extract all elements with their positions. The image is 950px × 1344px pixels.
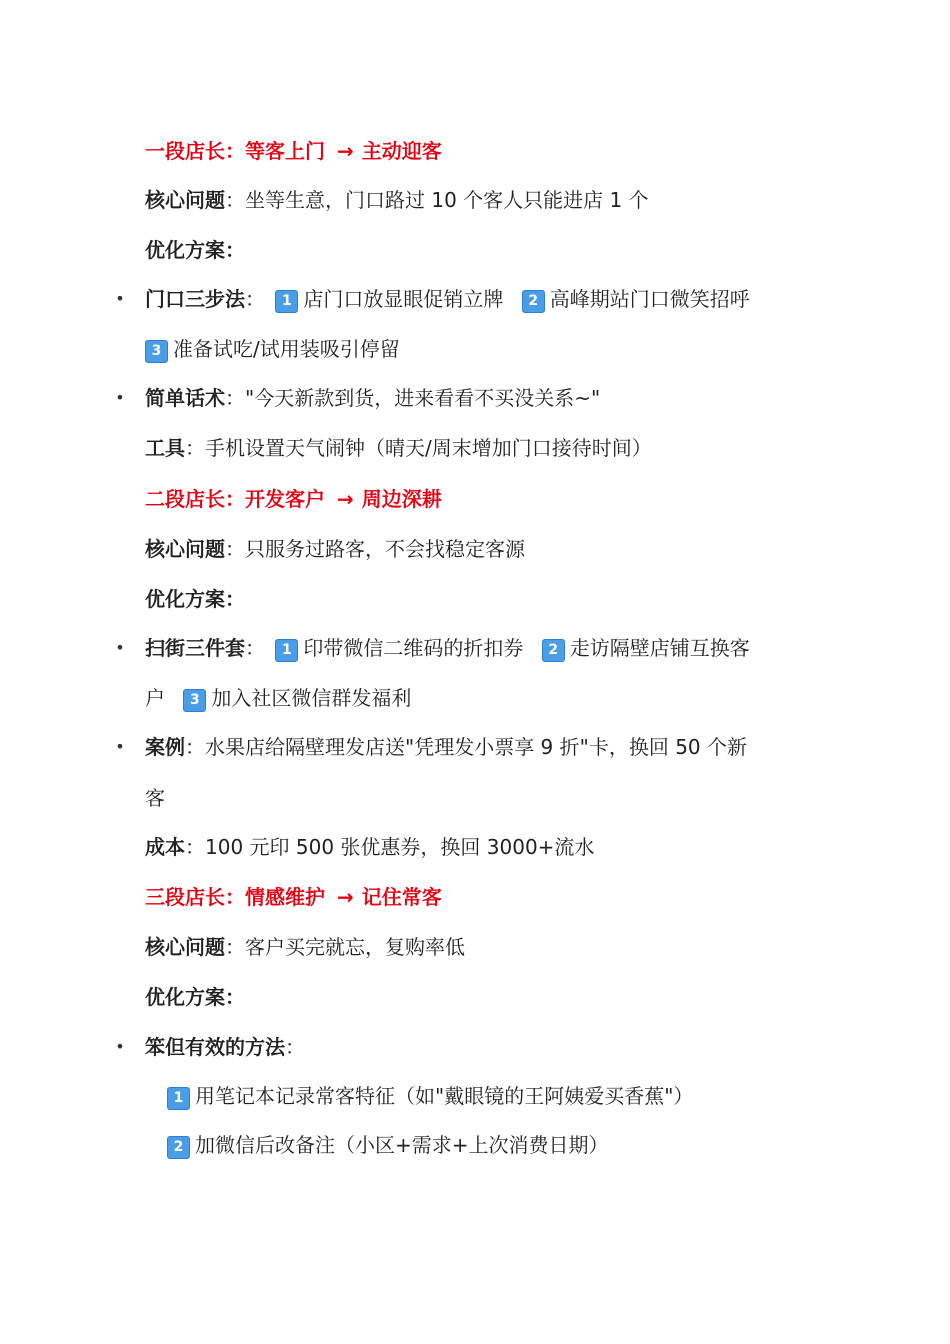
- heading-part-a: 三段店长：情感维护: [145, 885, 325, 909]
- arrow-icon: →: [337, 139, 354, 163]
- problem-text: 只服务过路客，不会找稳定客源: [245, 537, 525, 561]
- bullet-item-continued: [145, 683, 830, 713]
- bullet-item: • 案例：水果店给隔壁理发店送"凭理发小票享 9 折"卡，换回 50 个新: [145, 732, 830, 762]
- heading-part-b: 主动迎客: [361, 139, 442, 163]
- arrow-icon: →: [337, 487, 354, 511]
- heading-part-a: 一段店长：等客上门: [145, 139, 325, 163]
- core-problem-1: 核心问题：坐等生意，门口路过 10 个客人只能进店 1 个: [145, 188, 649, 212]
- sub-step-1: [167, 1081, 830, 1111]
- heading-part-a: 二段店长：开发客户: [145, 487, 325, 511]
- bullet-icon: •: [115, 388, 125, 407]
- number-1-icon: 1: [275, 639, 298, 662]
- number-3-icon: 3: [183, 689, 206, 712]
- bullet-item: • 笨但有效的方法：: [145, 1032, 830, 1062]
- cost-line: 成本：100 元印 500 张优惠券，换回 3000+流水: [145, 835, 595, 859]
- tool-line: 工具：手机设置天气闹钟（晴天/周末增加门口接待时间）: [145, 436, 652, 460]
- section-heading-1: [145, 136, 830, 166]
- label: 核心问题: [145, 537, 225, 561]
- label: 核心问题: [145, 188, 225, 212]
- cost-text: 100 元印 500 张优惠券，换回 3000+流水: [205, 835, 595, 859]
- step-text: 店门口放显眼促销立牌: [303, 287, 504, 311]
- label: 核心问题: [145, 935, 225, 959]
- step-text: 走访隔壁店铺互换客: [569, 636, 750, 660]
- arrow-icon: →: [337, 885, 354, 909]
- problem-text: 客户买完就忘，复购率低: [245, 935, 465, 959]
- number-2-icon: 2: [167, 1136, 190, 1159]
- label: 扫街三件套: [145, 636, 245, 660]
- solution-label-3: 优化方案：: [145, 985, 245, 1009]
- step-text: 印带微信二维码的折扣券: [303, 636, 524, 660]
- case-text: 水果店给隔壁理发店送"凭理发小票享 9 折"卡，换回 50 个新: [205, 735, 748, 759]
- step-text: 高峰期站门口微笑招呼: [549, 287, 750, 311]
- number-3-icon: 3: [145, 340, 168, 363]
- core-problem-2: 核心问题：只服务过路客，不会找稳定客源: [145, 537, 525, 561]
- step-text: 用笔记本记录常客特征（如"戴眼镜的王阿姨爱买香蕉"）: [195, 1084, 694, 1108]
- step-text: 加入社区微信群发福利: [211, 686, 412, 710]
- label: 笨但有效的方法: [145, 1035, 285, 1059]
- step-text: 加微信后改备注（小区+需求+上次消费日期）: [195, 1133, 609, 1157]
- step-text: 准备试吃/试用装吸引停留: [173, 337, 400, 361]
- bullet-item: • 简单话术："今天新款到货，进来看看不买没关系~": [145, 383, 830, 413]
- solution-label-2: 优化方案：: [145, 587, 245, 611]
- section-heading-3: [145, 882, 830, 912]
- label: 简单话术: [145, 386, 225, 410]
- label: 门口三步法: [145, 287, 245, 311]
- bullet-item: • 门口三步法： 1 店门口放显眼促销立牌 2 高峰期站门口微笑招呼: [145, 284, 830, 314]
- heading-part-b: 记住常客: [361, 885, 442, 909]
- bullet-item: • 扫街三件套： 1 印带微信二维码的折扣券 2 走访隔壁店铺互换客: [145, 633, 830, 663]
- bullet-icon: •: [115, 289, 125, 308]
- bullet-item-continued: [145, 334, 830, 364]
- script-text: "今天新款到货，进来看看不买没关系~": [245, 386, 601, 410]
- number-2-icon: 2: [522, 290, 545, 313]
- problem-text: 坐等生意，门口路过 10 个客人只能进店 1 个: [245, 188, 649, 212]
- core-problem-3: 核心问题：客户买完就忘，复购率低: [145, 935, 465, 959]
- section-heading-2: [145, 484, 830, 514]
- label: 案例: [145, 735, 185, 759]
- bullet-icon: •: [115, 638, 125, 657]
- label: 成本: [145, 835, 185, 859]
- tool-text: 手机设置天气闹钟（晴天/周末增加门口接待时间）: [205, 436, 652, 460]
- bullet-icon: •: [115, 737, 125, 756]
- step-text: 户: [145, 686, 165, 710]
- label: 工具: [145, 436, 185, 460]
- bullet-item-continued: 客: [145, 786, 165, 810]
- solution-label-1: 优化方案：: [145, 238, 245, 262]
- number-1-icon: 1: [275, 290, 298, 313]
- bullet-icon: •: [115, 1037, 125, 1056]
- heading-part-b: 周边深耕: [361, 487, 442, 511]
- sub-step-2: [167, 1130, 830, 1160]
- number-2-icon: 2: [542, 639, 565, 662]
- number-1-icon: 1: [167, 1087, 190, 1110]
